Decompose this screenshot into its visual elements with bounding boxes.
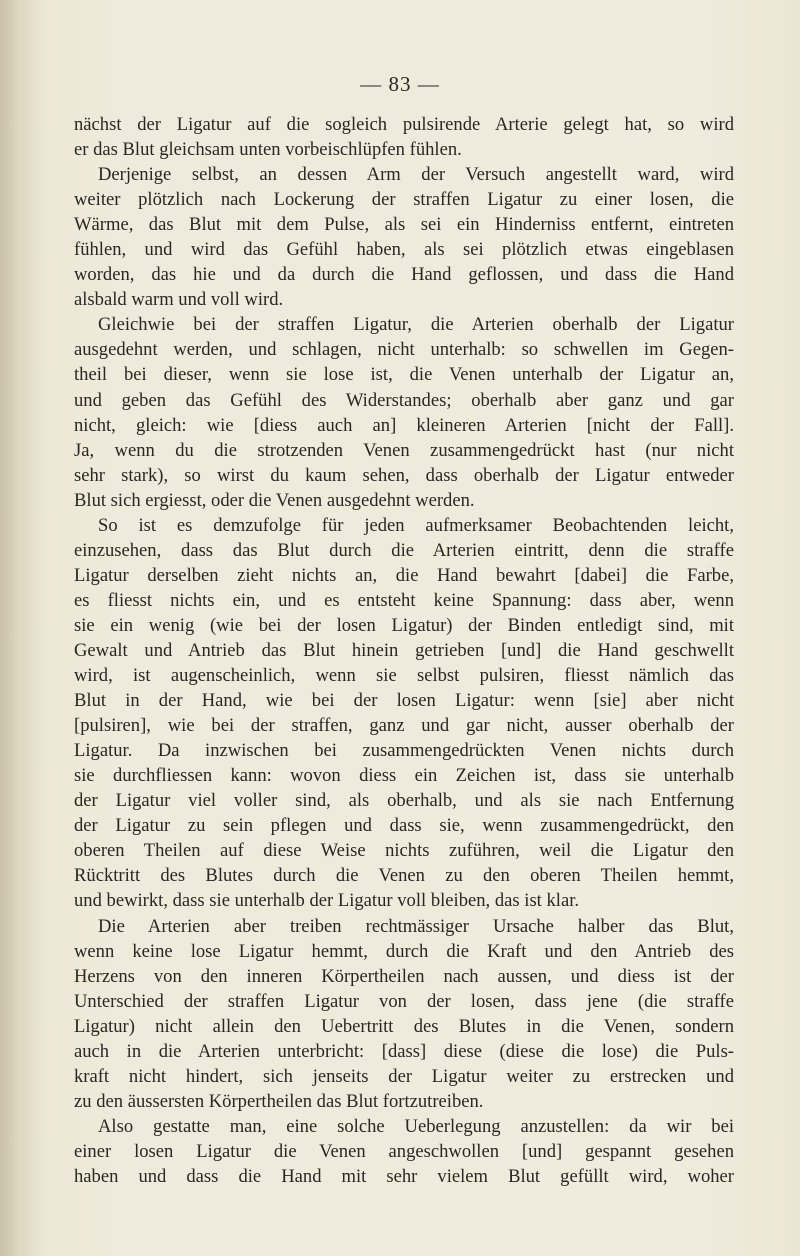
text-line: er das Blut gleichsam unten vorbeischlüpfen fühlen. [74,139,462,161]
text-line: sehr stark), so wirst du kaum sehen, dass oberhalb der Ligatur entweder [74,464,734,486]
text-line: und bewirkt, dass sie unterhalb der Ligatur voll bleiben, das ist klar. [74,890,580,912]
text-line: und geben das Gefühl des Widerstandes; oberhalb aber ganz und gar [74,389,734,411]
text-line: fühlen, und wird das Gefühl haben, als sei plötzlich etwas eingeblasen [74,239,734,261]
text-line: Blut in der Hand, wie bei der losen Ligatur: wenn [sie] aber nicht [74,690,734,712]
text-line: Gleichwie bei der straffen Ligatur, die Arterien oberhalb der Ligatur [98,314,734,336]
text-line: der Ligatur zu sein pflegen und dass sie, wenn zusammengedrückt, den [74,815,734,837]
text-line: sie durchfliessen kann: wovon diess ein Zeichen ist, dass sie unterhalb [74,765,734,787]
text-line: der Ligatur viel voller sind, als oberhalb, und als sie nach Entfernung [74,790,734,812]
text-line: wenn keine lose Ligatur hemmt, durch die Kraft und den Antrieb des [74,940,734,962]
text-line: So ist es demzufolge für jeden aufmerksamer Beobachtenden leicht, [98,514,734,536]
text-line: haben und dass die Hand mit sehr vielem Blut gefüllt wird, woher [74,1165,734,1187]
text-line: theil bei dieser, wenn sie lose ist, die Venen unterhalb der Ligatur an, [74,364,734,386]
text-line: Ja, wenn du die strotzenden Venen zusammengedrückt hast (nur nicht [74,439,734,461]
text-line: Ligatur. Da inzwischen bei zusammengedrückten Venen nichts durch [74,740,734,762]
text-line: auch in die Arterien unterbricht: [dass] diese (diese die lose) die Puls- [74,1040,734,1062]
text-line: kraft nicht hindert, sich jenseits der Ligatur weiter zu erstrecken und [74,1065,734,1087]
text-line: Unterschied der straffen Ligatur von der losen, dass jene (die straffe [74,990,734,1012]
text-line: einer losen Ligatur die Venen angeschwollen [und] gespannt gesehen [74,1140,734,1162]
text-line: Herzens von den inneren Körpertheilen nach aussen, und diess ist der [74,965,734,987]
body-text [74,112,734,1189]
text-line: Gewalt und Antrieb das Blut hinein getrieben [und] die Hand geschwellt [74,639,734,661]
page-number-header: — 83 — [360,72,440,96]
text-line: Blut sich ergiesst, oder die Venen ausgedehnt werden. [74,489,475,511]
text-line: Ligatur derselben zieht nichts an, die Hand bewahrt [dabei] die Farbe, [74,564,734,586]
text-line: alsbald warm und voll wird. [74,289,284,311]
text-line: nächst der Ligatur auf die sogleich pulsirende Arterie gelegt hat, so wird [74,114,734,135]
text-line: sie ein wenig (wie bei der losen Ligatur) der Binden entledigt sind, mit [74,614,734,636]
text-line: Wärme, das Blut mit dem Pulse, als sei ein Hinderniss entfernt, eintreten [74,214,734,236]
text-line: es fliesst nichts ein, und es entsteht keine Spannung: dass aber, wenn [74,589,734,611]
text-line: zu den äussersten Körpertheilen das Blut fortzutreiben. [74,1090,484,1112]
text-line: einzusehen, dass das Blut durch die Arterien eintritt, denn die straffe [74,539,734,561]
text-line: Also gestatte man, eine solche Ueberlegung anzustellen: da wir bei [98,1115,734,1137]
text-line: ausgedehnt werden, und schlagen, nicht unterhalb: so schwellen im Gegen- [74,339,734,361]
text-line: weiter plötzlich nach Lockerung der straffen Ligatur zu einer losen, die [74,189,734,211]
text-line: nicht, gleich: wie [diess auch an] kleineren Arterien [nicht der Fall]. [74,414,734,436]
text-line: [pulsiren], wie bei der straffen, ganz und gar nicht, ausser oberhalb der [74,715,734,737]
text-line: Ligatur) nicht allein den Uebertritt des Blutes in die Venen, sondern [74,1015,734,1037]
text-line: Rücktritt des Blutes durch die Venen zu den oberen Theilen hemmt, [74,865,734,887]
text-line: oberen Theilen auf diese Weise nichts zuführen, weil die Ligatur den [74,840,734,862]
text-line: wird, ist augenscheinlich, wenn sie selbst pulsiren, fliesst nämlich das [74,665,734,687]
text-line: Die Arterien aber treiben rechtmässiger Ursache halber das Blut, [98,915,734,937]
text-line: worden, das hie und da durch die Hand geflossen, und dass die Hand [74,264,734,286]
text-line: Derjenige selbst, an dessen Arm der Versuch angestellt ward, wird [98,164,734,186]
